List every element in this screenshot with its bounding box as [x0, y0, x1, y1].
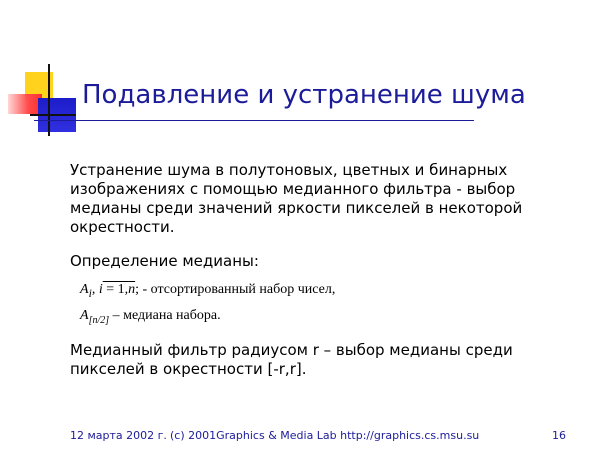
formula-range: = 1,	[102, 282, 129, 297]
formula-sorted-set	[80, 282, 335, 300]
formula-sub-i: i	[88, 286, 92, 300]
logo-vertical-line	[48, 64, 50, 136]
formula-n: $\overline{n}$	[128, 282, 136, 297]
intro-paragraph: Устранение шума в полутоновых, цветных и бинарных изображениях с помощью медианного фильтра - выбор медианы среди значений яркости пикселей в некоторой окрестности.	[70, 161, 523, 236]
formula-a: A	[80, 282, 89, 297]
formula-median	[80, 308, 221, 326]
formula-median-a: A	[80, 308, 89, 323]
formula-median-description: – медиана набора.	[109, 308, 221, 323]
logo-red-square	[8, 94, 42, 114]
slide-logo-decoration	[0, 0, 80, 140]
footer-page-number: 16	[552, 429, 566, 442]
median-filter-paragraph: Медианный фильтр радиусом r – выбор медианы среди пикселей в окрестности [-r,r].	[70, 341, 513, 378]
footer-date: 12 марта 2002 г.	[70, 429, 167, 442]
median-definition-heading: Определение медианы:	[70, 252, 259, 270]
formula-median-sub: [n/2]	[88, 314, 110, 326]
slide-title: Подавление и устранение шума	[82, 80, 526, 110]
footer-copyright: (c) 2001Graphics & Media Lab http://graphics.cs.msu.su	[170, 429, 480, 442]
title-underline	[34, 120, 474, 121]
logo-horizontal-line	[30, 114, 76, 116]
formula-comma: ,	[91, 282, 96, 297]
formula-i: i	[98, 282, 103, 297]
formula-description: ; - отсортированный набор чисел,	[135, 282, 336, 297]
